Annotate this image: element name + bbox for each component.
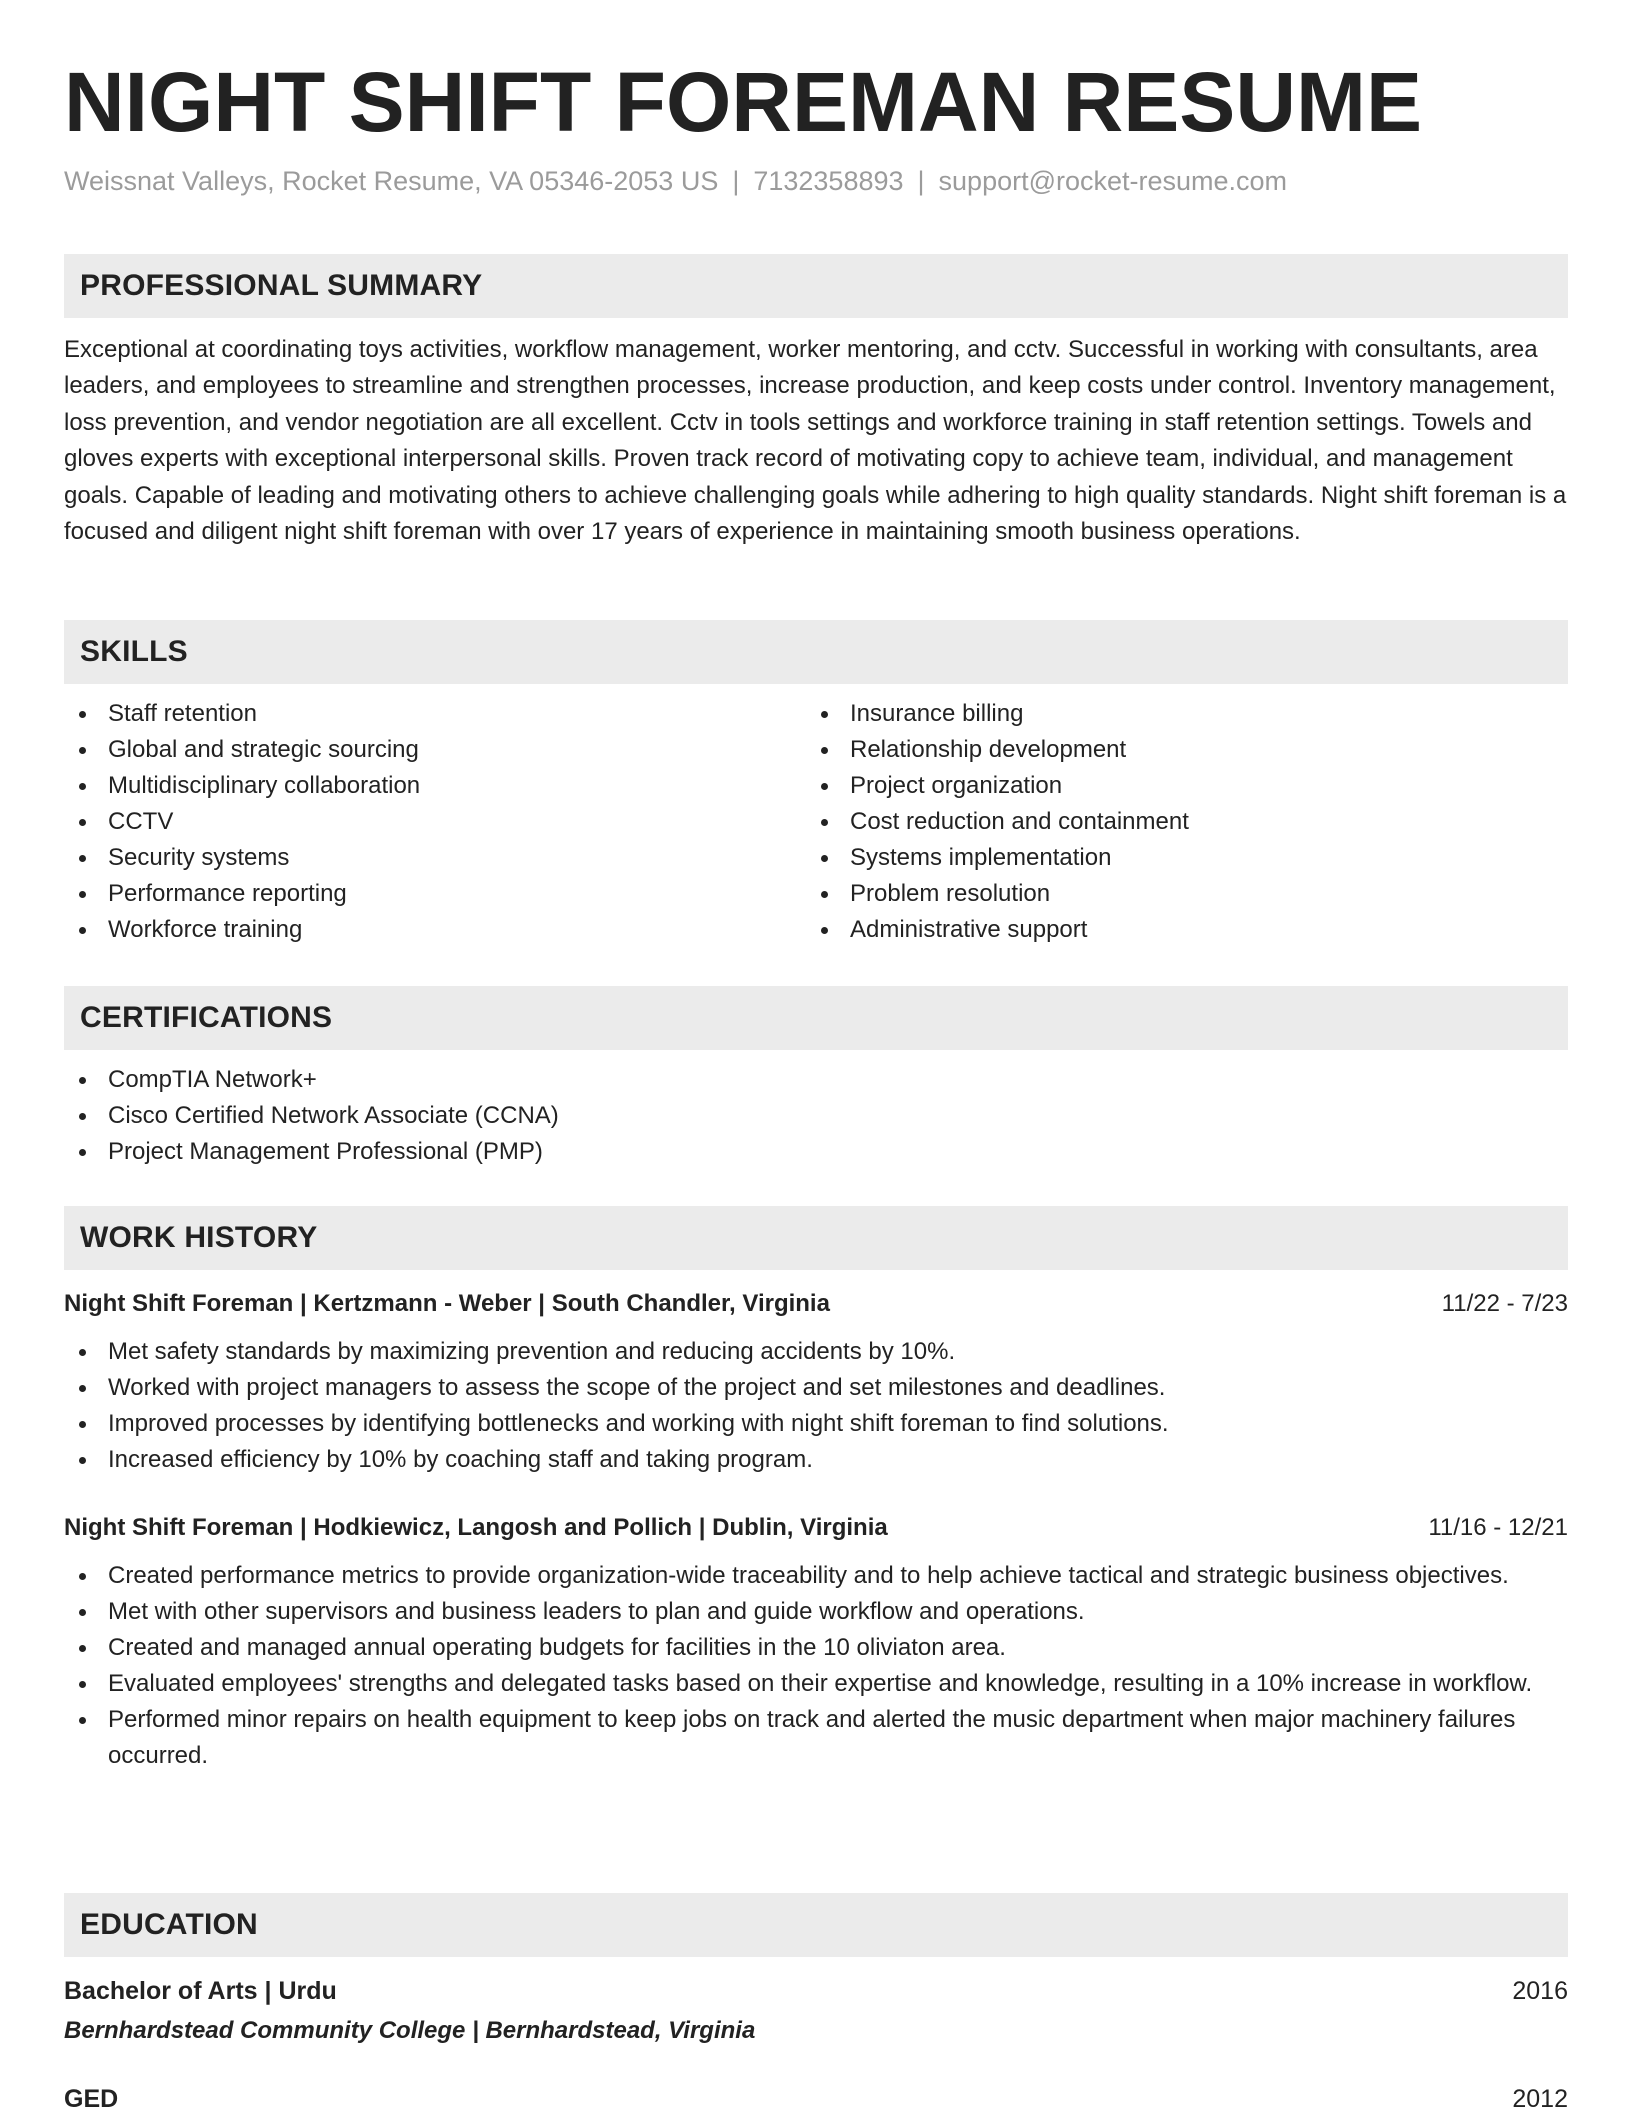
job-bullet: Evaluated employees' strengths and delegated tasks based on their expertise and knowledge, resulting in a 10% increase in workflow.: [64, 1666, 1568, 1702]
skill-item: Relationship development: [806, 732, 1548, 768]
certifications-section: [64, 986, 1568, 1170]
contact-email: support@rocket-resume.com: [938, 166, 1288, 196]
job-bullet: Worked with project managers to assess the scope of the project and set milestones and deadlines.: [64, 1370, 1568, 1406]
skills-heading: SKILLS: [64, 620, 1568, 684]
education-degree: GED: [64, 2085, 119, 2112]
skill-item: Staff retention: [64, 696, 806, 732]
job-dates: 11/22 - 7/23: [1441, 1290, 1568, 1317]
skill-item: Performance reporting: [64, 876, 806, 912]
job-bullet: Improved processes by identifying bottlenecks and working with night shift foreman to find solutions.: [64, 1406, 1568, 1442]
certifications-list: [64, 1062, 1568, 1170]
skills-section: [64, 620, 1568, 948]
skill-item: Administrative support: [806, 912, 1548, 948]
skill-item: Project organization: [806, 768, 1548, 804]
summary-heading: PROFESSIONAL SUMMARY: [64, 254, 1568, 318]
education-entry-header: [64, 1973, 1568, 2009]
job-bullet: Met with other supervisors and business leaders to plan and guide workflow and operations.: [64, 1594, 1568, 1630]
work-history-heading: WORK HISTORY: [64, 1206, 1568, 1270]
skill-item: Insurance billing: [806, 696, 1548, 732]
certification-item: CompTIA Network+: [64, 1062, 1568, 1098]
job-header: [64, 1510, 1568, 1546]
education-school: Bernhardstead Community College | Bernhardstead, Virginia: [64, 2017, 756, 2044]
contact-line: [64, 166, 1287, 197]
job-title: Night Shift Foreman | Hodkiewicz, Langosh and Pollich | Dublin, Virginia: [64, 1514, 888, 1541]
education-year: 2016: [1512, 1977, 1568, 2005]
skill-item: Cost reduction and containment: [806, 804, 1548, 840]
job-bullet: Created and managed annual operating budgets for facilities in the 10 oliviaton area.: [64, 1630, 1568, 1666]
skill-item: Global and strategic sourcing: [64, 732, 806, 768]
skills-right-list: [806, 696, 1548, 948]
job-header: [64, 1286, 1568, 1322]
skill-item: Multidisciplinary collaboration: [64, 768, 806, 804]
education-heading: EDUCATION: [64, 1893, 1568, 1957]
contact-separator: |: [732, 166, 740, 196]
job-bullet: Created performance metrics to provide organization-wide traceability and to help achieve tactical and strategic business objectives.: [64, 1558, 1568, 1594]
education-section: [64, 1893, 1568, 2112]
contact-address: Weissnat Valleys, Rocket Resume, VA 05346-2053 US: [64, 166, 719, 196]
education-year: 2012: [1512, 2085, 1568, 2112]
skills-grid: [64, 696, 1568, 948]
skill-item: Workforce training: [64, 912, 806, 948]
resume-title: NIGHT SHIFT FOREMAN RESUME: [64, 55, 1422, 149]
education-degree: Bachelor of Arts | Urdu: [64, 1977, 337, 2005]
certification-item: Cisco Certified Network Associate (CCNA): [64, 1098, 1568, 1134]
job-bullets: [64, 1558, 1568, 1774]
skill-item: Systems implementation: [806, 840, 1548, 876]
skill-item: Problem resolution: [806, 876, 1548, 912]
skill-item: Security systems: [64, 840, 806, 876]
job-bullet: Increased efficiency by 10% by coaching staff and taking program.: [64, 1442, 1568, 1478]
summary-section: [64, 254, 1568, 550]
contact-phone: 7132358893: [753, 166, 904, 196]
job-title: Night Shift Foreman | Kertzmann - Weber | South Chandler, Virginia: [64, 1290, 830, 1317]
certifications-heading: CERTIFICATIONS: [64, 986, 1568, 1050]
contact-separator: |: [917, 166, 925, 196]
job-bullets: [64, 1334, 1568, 1478]
job-bullet: Performed minor repairs on health equipment to keep jobs on track and alerted the music department when major machinery failures occurred.: [64, 1702, 1568, 1774]
skill-item: CCTV: [64, 804, 806, 840]
skills-left-list: [64, 696, 806, 948]
job-dates: 11/16 - 12/21: [1428, 1514, 1568, 1541]
summary-text: Exceptional at coordinating toys activities, workflow management, worker mentoring, and cctv. Successful in working with consultants, area leaders, and employees to streamline and strengthen processes, increase production, and keep costs under control. Inventory management, loss prevention, and vendor negotiation are all excellent. Cctv in tools settings and workforce training in staff retention settings. Towels and gloves experts with exceptional interpersonal skills. Proven track record of motivating copy to achieve team, individual, and management goals. Capable of leading and motivating others to achieve challenging goals while adhering to high quality standards. Night shift foreman is a focused and diligent night shift foreman with over 17 years of experience in maintaining smooth business operations.: [64, 336, 1567, 546]
education-entry-header: [64, 2081, 1568, 2112]
job-bullet: Met safety standards by maximizing prevention and reducing accidents by 10%.: [64, 1334, 1568, 1370]
work-history-section: [64, 1206, 1568, 1774]
certification-item: Project Management Professional (PMP): [64, 1134, 1568, 1170]
